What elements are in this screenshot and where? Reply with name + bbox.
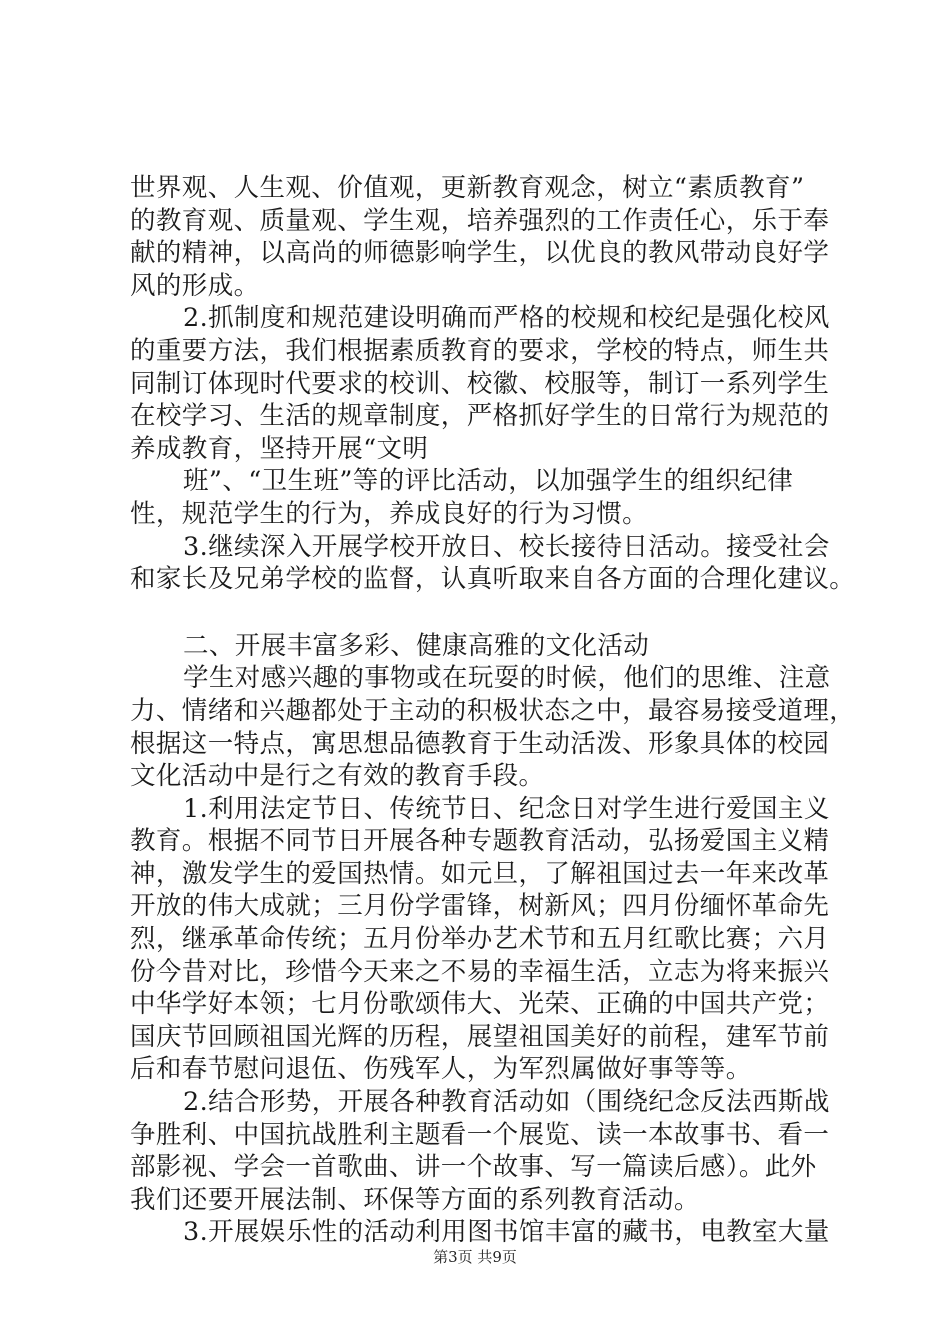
- text-line: 世界观、人生观、价值观，更新教育观念，树立“素质教育”: [130, 173, 805, 203]
- text-line: 的教育观、质量观、学生观，培养强烈的工作责任心，乐于奉: [130, 205, 830, 236]
- text-line: 2.结合形势，开展各种教育活动如（围绕纪念反法西斯战: [183, 1087, 830, 1118]
- text-line: 班”、“卫生班”等的评比活动，以加强学生的组织纪律: [183, 466, 794, 497]
- text-line: 我们还要开展法制、环保等方面的系列教育活动。: [130, 1184, 700, 1215]
- text-line: 献的精神，以高尚的师德影响学生，以优良的教风带动良好学: [130, 238, 830, 269]
- document-body: [130, 172, 856, 1249]
- text-line: 风的形成。: [130, 270, 260, 301]
- text-line: 神，激发学生的爱国热情。如元旦，了解祖国过去一年来改革: [130, 858, 830, 889]
- text-line: 教育。根据不同节日开展各种专题教育活动，弘扬爱国主义精: [130, 826, 830, 857]
- text-line: 性，规范学生的行为，养成良好的行为习惯。: [130, 498, 649, 529]
- section-heading: 二、开展丰富多彩、健康高雅的文化活动: [183, 630, 650, 661]
- text-line: 争胜利、中国抗战胜利主题看一个展览、读一本故事书、看一: [130, 1119, 830, 1150]
- text-line: 同制订体现时代要求的校训、校徽、校服等，制订一系列学生: [130, 368, 830, 399]
- text-line: 文化活动中是行之有效的教育手段。: [130, 761, 545, 792]
- text-line: 中华学好本领；七月份歌颂伟大、光荣、正确的中国共产党；: [130, 989, 830, 1020]
- text-line: 2.抓制度和规范建设明确而严格的校规和校纪是强化校风: [183, 303, 830, 334]
- text-line: 在校学习、生活的规章制度，严格抓好学生的日常行为规范的: [130, 401, 830, 432]
- text-line: 烈，继承革命传统；五月份举办艺术节和五月红歌比赛；六月: [130, 924, 830, 955]
- text-line: 1.利用法定节日、传统节日、纪念日对学生进行爱国主义: [183, 793, 830, 824]
- text-line: 养成教育，坚持开展“文明: [130, 433, 429, 464]
- text-line: 的重要方法，我们根据素质教育的要求，学校的特点，师生共: [130, 335, 830, 366]
- text-line: 开放的伟大成就；三月份学雷锋，树新风；四月份缅怀革命先: [130, 891, 830, 922]
- text-line: 份今昔对比，珍惜今天来之不易的幸福生活，立志为将来振兴: [130, 956, 830, 987]
- text-line: 部影视、学会一首歌曲、讲一个故事、写一篇读后感）。此外: [130, 1152, 817, 1183]
- text-line: 根据这一特点，寓思想品德教育于生动活泼、形象具体的校园: [130, 728, 830, 759]
- text-line: 3.开展娱乐性的活动利用图书馆丰富的藏书，电教室大量: [183, 1217, 830, 1248]
- text-line: 力、情绪和兴趣都处于主动的积极状态之中，最容易接受道理，: [130, 695, 856, 726]
- text-line: 后和春节慰问退伍、伤残军人，为军烈属做好事等等。: [130, 1054, 752, 1085]
- paragraph-gap: [130, 596, 850, 630]
- page-number: 第3页 共9页: [433, 1248, 517, 1266]
- text-line: 3.继续深入开展学校开放日、校长接待日活动。接受社会: [183, 531, 830, 562]
- text-line: 国庆节回顾祖国光辉的历程，展望祖国美好的前程，建军节前: [130, 1021, 830, 1052]
- text-line: 学生对感兴趣的事物或在玩耍的时候，他们的思维、注意: [183, 663, 831, 694]
- text-line: 和家长及兄弟学校的监督，认真听取来自各方面的合理化建议。: [130, 564, 856, 595]
